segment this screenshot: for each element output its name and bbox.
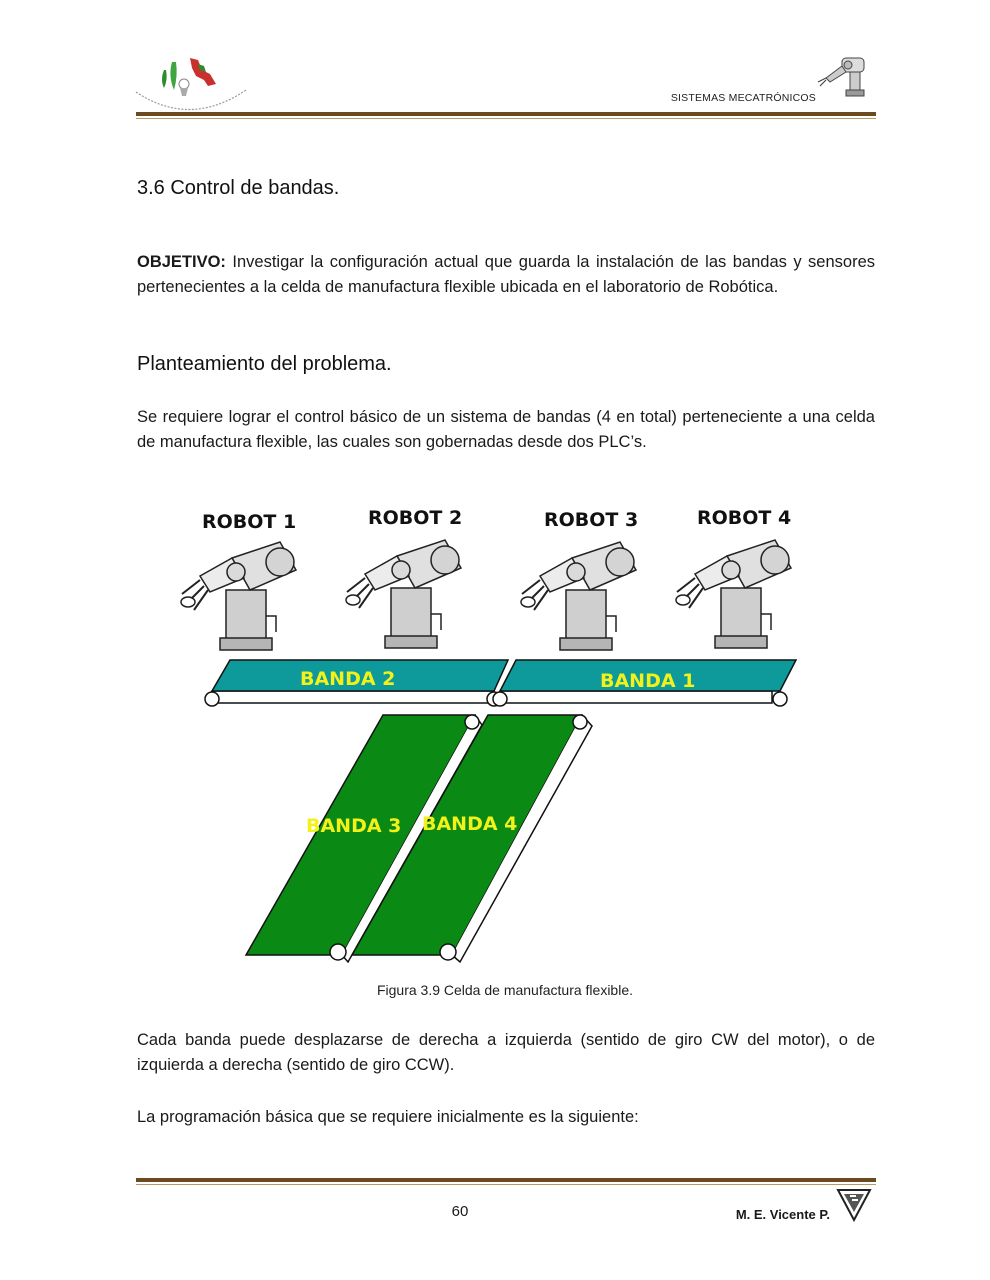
robot-4-label: ROBOT 4	[697, 507, 792, 529]
robot-2-label: ROBOT 2	[368, 507, 463, 529]
band-4-label: BANDA 4	[422, 813, 518, 835]
robot-2	[346, 540, 461, 648]
problem-heading: Planteamiento del problema.	[137, 353, 392, 375]
author-name: M. E. Vicente P.	[735, 1207, 830, 1222]
band-2-label: BANDA 2	[300, 668, 396, 690]
robot-arm-icon	[812, 52, 872, 102]
footer-rule	[136, 1178, 876, 1182]
objective-text: Investigar la configuración actual que guarda la instalación de las bandas y sensores pertenecientes a la celda de manufactura flexible ubicada en el laboratorio de Robótica.	[137, 253, 875, 296]
header-rule-thin	[136, 118, 876, 119]
band-1-label: BANDA 1	[600, 670, 696, 692]
robot-1-label: ROBOT 1	[202, 511, 297, 533]
objective-paragraph	[137, 250, 875, 300]
header-rule	[136, 112, 876, 116]
robot-1	[181, 542, 296, 650]
robot-3	[521, 542, 636, 650]
figure-caption: Figura 3.9 Celda de manufactura flexible.	[376, 982, 634, 998]
triangle-logo-icon	[834, 1184, 874, 1224]
programming-paragraph: La programación básica que se requiere inicialmente es la siguiente:	[137, 1108, 639, 1126]
robot-3-label: ROBOT 3	[544, 509, 639, 531]
bands-direction-paragraph: Cada banda puede desplazarse de derecha a izquierda (sentido de giro CW del motor), o de izquierda a derecha (sentido de giro CCW).	[137, 1031, 875, 1074]
page-number: 60	[451, 1203, 469, 1220]
band-3-label: BANDA 3	[306, 815, 402, 837]
footer-rule-thin	[136, 1184, 876, 1185]
section-heading: 3.6 Control de bandas.	[137, 177, 340, 199]
robot-4	[676, 540, 791, 648]
institution-logo	[128, 40, 252, 114]
objective-label: OBJETIVO:	[137, 253, 226, 271]
manufacturing-cell-figure	[160, 500, 820, 970]
header-title: SISTEMAS MECATRÓNICOS	[670, 92, 816, 104]
problem-paragraph: Se requiere lograr el control básico de un sistema de bandas (4 en total) perteneciente a una celda de manufactura flexible, las cuales son gobernadas desde dos PLC’s.	[137, 408, 875, 451]
